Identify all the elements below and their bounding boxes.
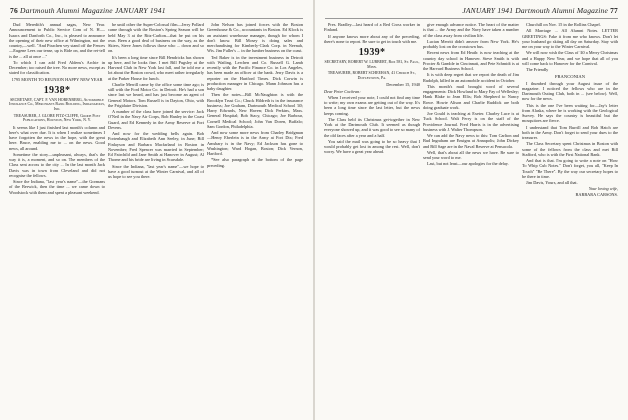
dateline: December 15, 1940 [386,82,420,88]
paragraph: Churchill on Nov. 15 in the Rollins Chapel. [526,22,601,27]
right-column-2 [423,22,519,414]
class-secretary: SECRETARY, CAPT. F. VAN HORENBERG, Automobile Insurance Co., Merchants Bank Building, Indianapolis, Ind. [9,97,105,111]
class-heading-1938: 1938* [43,84,71,96]
reunion-line: 1795 MONTH TO REUNION HAPPY NEW YEAR [11,76,103,82]
paragraph: Recent news from Ed Heath: is now teaching at the country day school in Hanover. Steve Smith is with Procter & Gamble in Cincinnati, and Pete Schmidt is at the Harvard Business School. [423,50,519,71]
signature-name: BARBARA CARSONS. [575,191,618,197]
right-page-number: 77 [610,6,618,15]
right-column-1 [324,22,420,414]
paragraph: It seems like I just finished last month's column and here's what over due. It is when I realize sometimes I have forgotten the news in the hope, with the great here. Bruce, enabling me to ... on the news. Good news, all around. [9,124,105,151]
right-running-head [325,6,618,19]
right-column-3 [522,22,618,414]
paragraph: Well, that's about all the news we have. Be sure to send your word to me. [423,149,519,160]
paragraph: give enough advance notice. The heart of the matter is that ... the Army and the Navy have taken a number of the class away from civilian life. [423,22,519,38]
paragraph: Pres. Bradley—last heard of a Red Cross worker in Finland. [324,22,420,33]
left-column-1 [9,22,105,414]
paragraph: All Marriage ... All Alumni Notes. LETTER GREETINGS: Fake it from me who knows. Don't let your husband go skiing all day on Saturday. Stay with me on your way to the Winter Carnival. [522,28,618,49]
paragraph: Since the Indiana, "last year's name"—we hope to have a good turnout at the Winter Carnival, and all of us hope to see you there. [108,163,204,179]
paragraph: Dud Meredith's annual sagas, New Year. Announcement to Public Service Com of N. H.—Isaacs and Danforth Co., Inc., is pleased to announce the opening of their new office at Wilmington, not the country,—well. "And Ptrachen vey stand off the Fences—Eugene Lees our tense, up is Ride on, and the ret-tell is the ... all at once ..." [9,22,105,59]
paragraph: The Friendly [526,67,549,72]
paragraph: Jim Davis, Yours, and all that. [526,180,578,185]
paragraph: If anyone knows more about any of the preceding, there's none to report. Be sure to get in touch with me. [324,33,420,44]
right-page [315,0,628,420]
class-heading-1939: 1939* [358,47,386,58]
paragraph: This is the one I've been waiting for—Jay's letter from Alaska, where he is working with the Geological Survey. He says the country is beautiful but the mosquitoes are fierce. [522,102,618,124]
right-running-title: JANUARY 1941 Dartmouth Alumni Magazine [462,6,609,15]
paragraph: Lucian Merritt didn't answer from New York. He's probably lost on the crosstown bus. [423,38,519,49]
paragraph: And that is that. I'm going to write a note on "How To Whip Cub Notes." Don't forget, you all, "Keep In Touch" "Be There". By the way our secretary hopes to be there in time. [522,158,618,179]
paragraph: You said the mail was going to be so heavy that I would probably get lost in among the rest. Well, don't worry. We have a great year ahead. [324,138,420,155]
paragraph: We can add the Navy news to this: Tom Carlton and Bud Ingraham are Ensigns at Annapolis; John Dickey and Bill Sage are in the Naval Reserve at Pensacola. [423,133,519,149]
paragraph: The Class held its Christmas get-together in New York at the Dartmouth Club. It seemed as though everyone showed up, and it was good to see so many of the old faces after a year and a half. [324,116,420,138]
paragraph: Joe Gould is teaching at Exeter. Charley Luce is at Tuck School. Walt Ferry is on the staff of the Providence Journal. Fred Harris is in the advertising business with J. Walter Thompson. [423,111,519,132]
class-secretary: SECRETARY, ROBERT W. LUBBERT, Box 581, St. Paul, Minn. [324,60,420,69]
paragraph: When I received your note, I could not find any time to write; my own exams are getting out of the way. It's been a long time since the last letter, but the news keeps coming. [324,94,420,116]
left-running-title: Dartmouth Alumni Magazine JANUARY 1941 [19,6,166,15]
class-treasurer: TREASURER, J. GLOBE FITZ-CLIFFE, Goode Post Publications, Houston, New York, N. Y. [13,113,101,123]
footnote: *See also paragraph at the bottom of the page preceding. [207,157,303,168]
paragraph: I understand that Tom Burrill and Bob Hatch are both in the Army. Don't forget to send your dues to the treasurer. [522,124,618,140]
left-page [0,0,313,420]
paragraph: I thumbed through your August issue of the magazine. I noticed the fellows who are in the Dartmouth Outing Club, both in ... (see below). Well, now for the news. [522,80,618,102]
paragraph: The Class Secretary spent Christmas in Boston with some of the fellows from the class and met Bill Stafford, who is with the First National Bank. [522,141,618,157]
signoff: Your loving wife, [588,186,618,192]
paragraph: John Nelson has joined forces with the Boston Greenhouse & Co., accountants in Boston. Ed Klock is an assistant warehouse manager, though for whom I don't know. Bill Mosey is doing sales and merchandising for Kimberly-Clark Corp. in Neenah, Wis. Jim Fuller's ... in the lumber business on the coast. [207,22,303,54]
paragraph: Since the Indiana, "last year's name"—the Gormans of the Berwick, then the time ... we came down to Woodstock with them and spent a pleasant weekend. [9,179,105,195]
left-column-3 [207,22,303,414]
paragraph: Ted Baker is in the investment business in Detroit with Watling, Lerchen and Co. Russell G. Lamb recently with the Pacific Finance Co. in Los Angeles, has been made an officer at the bank. Jerry Davis is a reporter on the Hartford Times. Dick Corwin is production manager in Chicago. Mann Johnson has a baby daughter. [207,54,303,91]
salutation: Dear Peter Cochran: [324,88,361,94]
class-treasurer: TREASURER, ROBERT SCHEEHAN, 41 Church St., Doylestown, Pa. [327,71,417,80]
paragraph: And now for the wedding bells again. Bob Fortenbaugh and Elizabeth Ann Seeley, in June; Bill Finlayson and Barbara Macfarland in Boston in November; Fred Spencer was married in September; Ed Fairchild and Jane Smith at Hanover in August; Al Thorne and his bride are living in Scarsdale. [108,131,204,163]
paragraph: It's been a long time since Bill Hendricks has shown up here, and he looks fine. I met Bill Pugsley at the Harvard Club in New York last fall, and he told me a lot about the Boston crowd, who meet rather irregularly at the Parker House for lunch. [108,54,204,81]
left-column-2 [108,22,204,414]
paragraph: To which I can add Fred Aldens's Archie in December; too raised the tree. No more news, except as stated for classification. [9,59,105,76]
paragraph: Charlie Merrill came by the office some time ago; is still with the Ford Motor Co. in Detroit. He's had a son since last we heard, and has just become an agent of General Motors. Tom Russell is in Dayton, Ohio, with the Frigidaire Division. [108,81,204,108]
paragraph: And now some more news from Charley Bridgman—Henry Eberlein is in the Army at Fort Dix; Fred Amsbary is in the Navy; Ed Jackson has gone to Washington; Ward Hogan, Boston; Dick Vernon, Hartford. [207,130,303,156]
paragraph: We will now wish the Class of '40 a Merry Christmas and a Happy New Year, and we hope that all of you will come back to Hanover for the Carnival. [522,50,618,66]
paragraph: Sometime the story—unpleasant, always, that's the way it is, a moment, and so on. The members of the Class sent across to the city ... In the last month Jack Davis was in town from Cleveland and did not recognise the fellows. [9,151,105,178]
left-running-head [10,6,303,19]
left-page-number: 76 [10,6,18,15]
paragraph: be until other the Super-Colossal film—Jerry Pollard came through with the Boston's Spring Season will be held May 3 at the Ritz-Carlton—that he put on his own. Been a good deal of business on the way, as the Skiers, Steve Jones follows those who ... down and so on. [108,22,204,54]
section-heading-franconian: FRANCONIAN [554,74,586,80]
paragraph: A number of the class have joined the service: Jack O'Neil in the Navy Air Corps, Bob Hanley in the Coast Guard, and Ed Kennedy in the Army Reserve at Fort Devens. [108,109,204,130]
paragraph: This month's mail brought word of several engagements: Dick Howland to Mary Fay of Wellesley; Hank Blake to Jean Ellis; Bob Shepherd to Nancy Rowe. Howie Alison and Charlie Ruddick are both doing graduate work. [423,83,519,110]
paragraph: It is with deep regret that we report the death of Jim Rudolph, killed in an automobile accident in October. [423,72,519,83]
paragraph: Then the notes—Bill McNaughton is with the Brooklyn Trust Co.; Chuck Hildreth is in the insurance business; Joe Graham, Dartmouth Medical School '40; Harry Edwards, New Haven; Dick Perkins, Mass. General Hospital; Bob Stacy, Chicago; Joe Barbour, Cornell Medical School; John Van Doren, Buffalo; Sam Gordon, Philadelphia. [207,92,303,129]
paragraph: Last, but not least—our apologies for the delay. [427,161,509,167]
